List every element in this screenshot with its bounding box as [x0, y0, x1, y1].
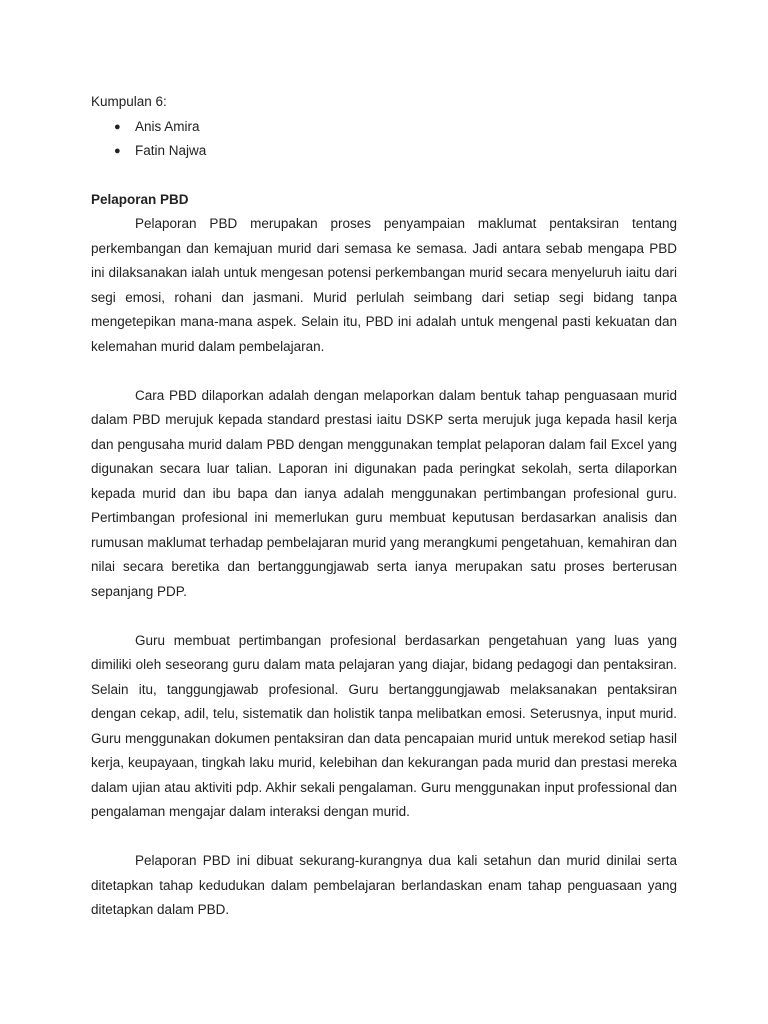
bullet-icon: ●: [114, 145, 121, 157]
paragraph: Guru membuat pertimbangan profesional berdasarkan pengetahuan yang luas yang dimiliki oleh seseorang guru dalam mata pelajaran yang diajar, bidang pedagogi dan pentaksiran. Selain itu, tanggungjawab profesional. Guru bertanggungjawab melaksanakan pentaksiran dengan cekap, adil, telu, sistematik dan holistik tanpa melibatkan emosi. Seterusnya, input murid. Guru menggunakan dokumen pentaksiran dan data pencapaian murid untuk merekod setiap hasil kerja, keupayaan, tingkah laku murid, kelebihan dan kekurangan pada murid dan prestasi mereka dalam ujian atau aktiviti pdp. Akhir sekali pengalaman. Guru menggunakan input professional dan pengalaman mengajar dalam interaksi dengan murid.: [91, 632, 677, 819]
paragraph: Pelaporan PBD merupakan proses penyampaian maklumat pentaksiran tentang perkembangan dan kemajuan murid dari semasa ke semasa. Jadi antara sebab mengapa PBD ini dilaksanakan ialah untuk mengesan potensi perkembangan murid secara menyeluruh iaitu dari segi emosi, rohani dan jasmani. Murid perlulah seimbang dari setiap segi bidang tanpa mengetepikan mana-mana aspek. Selain itu, PBD ini adalah untuk mengenal pasti kekuatan dan kelemahan murid dalam pembelajaran.: [91, 216, 677, 354]
paragraph: Cara PBD dilaporkan adalah dengan melaporkan dalam bentuk tahap penguasaan murid dalam PBD merujuk kepada standard prestasi iaitu DSKP serta merujuk juga kepada hasil kerja dan pengusaha murid dalam PBD dengan menggunakan templat pelaporan dalam fail Excel yang digunakan secara luar talian. Laporan ini digunakan pada peringkat sekolah, serta dilaporkan kepada murid dan ibu bapa dan ianya adalah menggunakan pertimbangan profesional guru. Pertimbangan profesional ini memerlukan guru membuat keputusan berdasarkan analisis dan rumusan maklumat terhadap pembelajaran murid yang merangkumi pengetahuan, kemahiran dan nilai secara beretika dan bertanggungjawab serta ianya merupakan satu proses berterusan sepanjang PDP.: [91, 387, 677, 599]
member-list: [91, 115, 677, 164]
member-name: Fatin Najwa: [135, 143, 207, 158]
document-page: [91, 90, 677, 923]
list-item: [91, 115, 677, 140]
group-label: Kumpulan 6:: [91, 94, 167, 109]
section-heading: Pelaporan PBD: [91, 191, 189, 207]
paragraph: Pelaporan PBD ini dibuat sekurang-kurangnya dua kali setahun dan murid dinilai serta ditetapkan tahap kedudukan dalam pembelajaran berlandaskan enam tahap penguasaan yang ditetapkan dalam PBD.: [91, 853, 677, 917]
list-item: [91, 139, 677, 164]
member-name: Anis Amira: [135, 118, 200, 134]
bullet-icon: ●: [114, 120, 121, 133]
